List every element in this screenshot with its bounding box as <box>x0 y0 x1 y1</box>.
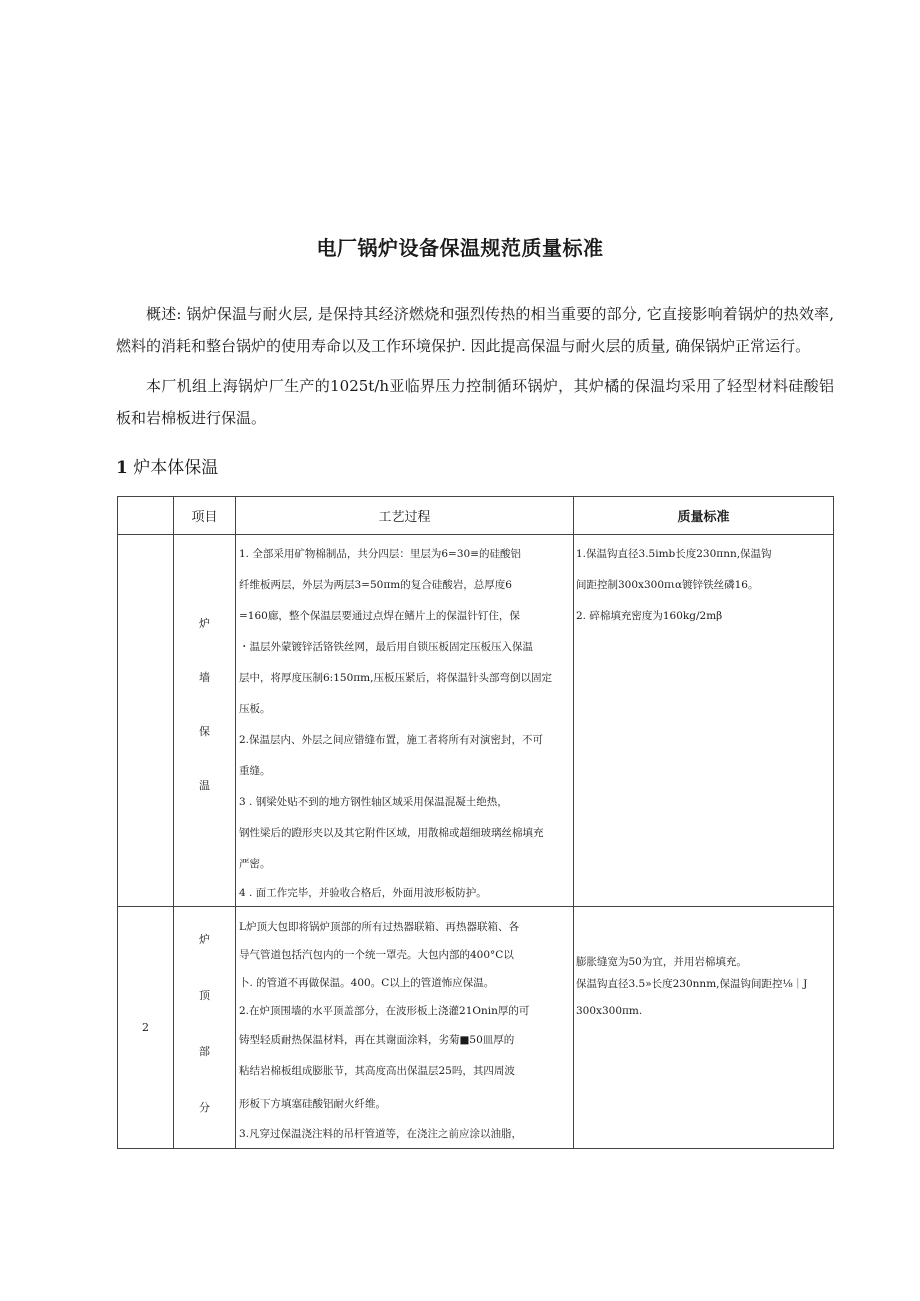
item-char: 保 <box>199 725 210 738</box>
process-line: 导气管道包括汽包内的一个统一罩壳。大包内部的400°C以 <box>239 949 514 961</box>
process-line: 纤维板两层，外层为两层3=50πm的复合硅酸岩，总厚度6 <box>239 579 512 591</box>
item-char: 分 <box>199 1101 210 1114</box>
insulation-standard-table <box>117 496 834 1149</box>
process-line: 铸型轻质耐热保温材料，再在其谢面涂料，劣菊■50皿厚的 <box>239 1034 515 1046</box>
header-no <box>118 497 174 535</box>
process-line: ・温层外蒙镀锌活铬铁丝网，最后用自锁压板固定压板压入保温 <box>239 641 533 653</box>
process-line: 卜. 的管道不再做保温。400。C以上的管道怖应保温。 <box>239 977 495 989</box>
process-line: 2.保温层内、外层之间应错缝布置，施工者将所有对演密封，不可 <box>239 734 544 746</box>
header-process: 工艺过程 <box>236 497 574 535</box>
standard-line: 300x300πm. <box>576 1005 643 1017</box>
item-cell <box>174 535 236 907</box>
item-char: 顶 <box>199 989 210 1002</box>
process-line: 3 . 钢梁处贴不到的地方钢性轴区域采用保温混凝土绝热， <box>239 796 508 808</box>
process-cell <box>236 535 574 907</box>
process-line: =160廊，整个保温层要通过点焊在鳍片上的保温针钉住，保 <box>239 610 520 622</box>
process-line: L炉顶大包即将锅炉顶部的所有过热器联箱、再热器联箱、各 <box>239 921 519 933</box>
process-line: 严密。 <box>239 858 271 870</box>
header-item: 项目 <box>174 497 236 535</box>
standard-line: 保温钩直径3.5»长度230nnm,保温钩间距控⅛｜J <box>576 978 808 990</box>
process-line: 4 . 面工作完毕，并验收合格后，外面用波形板防护。 <box>239 887 487 899</box>
section-number: 1 <box>116 458 128 478</box>
process-line: 形板下方填塞硅酸铝耐火纤维。 <box>239 1098 386 1110</box>
section-heading <box>116 453 218 478</box>
intro-paragraph: 概述: 锅炉保温与耐火层, 是保持其经济燃烧和强烈传热的相当重要的部分, 它直接影响着锅炉的热效率, 燃料的消耗和整台锅炉的使用寿命以及工作环境保护. 因此提高保温与耐火层的质量, 确保锅炉正常运行。 <box>116 305 834 355</box>
item-char: 墙 <box>199 671 210 684</box>
process-line: 重缝。 <box>239 765 271 777</box>
process-line: 层中，将厚度压制6:150πm,压板压紧后，将保温针头部弯倒以固定 <box>239 672 552 684</box>
standard-line: 2. 碎棉填充密度为160kg/2mβ <box>576 610 723 622</box>
process-line: 粘结岩棉板组成膨胀节，其高度高出保温层25吗，其四周波 <box>239 1065 515 1077</box>
standard-line: 膨胀缝宽为50为宜，并用岩棉填充。 <box>576 956 747 968</box>
item-char: 炉 <box>199 617 210 630</box>
process-line: 压板。 <box>239 703 271 715</box>
process-line: 钢性梁后的蹬形夹以及其它附件区域，用散棉或超细玻璃丝棉填充 <box>239 827 544 839</box>
item-char: 炉 <box>199 933 210 946</box>
item-cell <box>174 907 236 1149</box>
standard-cell <box>574 535 834 907</box>
standard-cell <box>574 907 834 1149</box>
standard-line: 1.保温钩直径3.5imb长度230πnn,保温钩 <box>576 548 772 560</box>
table-header-row <box>118 497 834 535</box>
section-title: 炉本体保温 <box>133 458 219 478</box>
process-cell <box>236 907 574 1149</box>
process-line: 2.在炉顶围墙的水平顶盖部分，在波形板上浇灌21Onin厚的可 <box>239 1005 530 1017</box>
row-number: 2 <box>118 907 174 1149</box>
table-row <box>118 907 834 1149</box>
header-standard: 质量标准 <box>574 497 834 535</box>
item-char: 温 <box>199 779 210 792</box>
item-char: 部 <box>199 1045 210 1058</box>
document-title: 电厂锅炉设备保温规范质量标准 <box>316 236 604 260</box>
process-line: 1. 全部采用矿物棉制品，共分四层：里层为6=30≡的硅酸铝 <box>239 548 521 560</box>
standard-line: 间距控制300x300πια镀锌铁丝磷16。 <box>576 579 759 591</box>
second-paragraph: 本厂机组上海锅炉厂生产的1025t/h亚临界压力控制循环锅炉，其炉橘的保温均采用了轻型材料硅酸铝板和岩棉板进行保温。 <box>116 377 834 427</box>
process-line: 3.凡穿过保温浇注料的吊杆管道等，在浇注之前应涂以油脂， <box>239 1128 523 1140</box>
table-row <box>118 535 834 907</box>
row-number <box>118 535 174 907</box>
